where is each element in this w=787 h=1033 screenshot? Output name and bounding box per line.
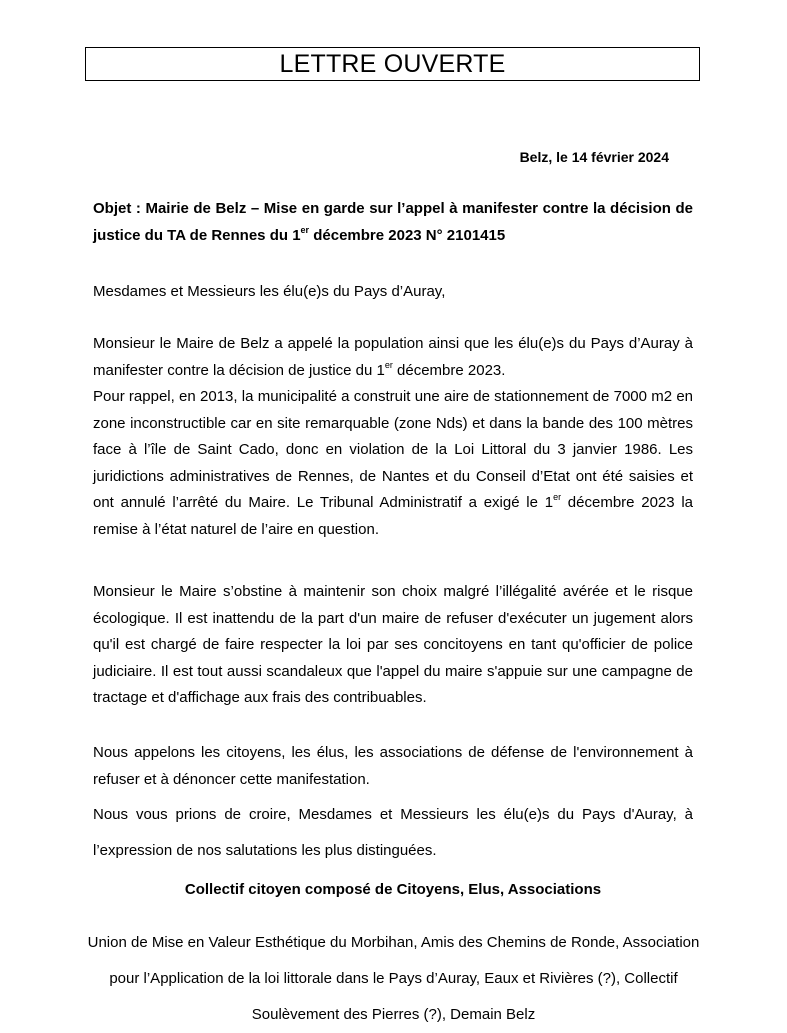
paragraph-1-part-c: Pour rappel, en 2013, la municipalité a construit une aire de stationnement de 7000 m2 en zone inconstructible car en site remarquable (zone Nds) et dans la bande des 100 mètres face à l’île de Saint Cado, donc en violation de la Loi Littoral du 3 janvier 1986. Les juridictions administratives de Rennes, de Nantes et du Conseil d’Etat ont été saisies et ont annulé l’arrêté du Maire. Le Tribunal Administratif a exigé le 1 (93, 388, 693, 511)
paragraph-1-part-b: décembre 2023. (392, 361, 506, 379)
paragraph-3: Nous appelons les citoyens, les élus, les associations de défense de l'environnement à refuser et à dénoncer cette manifestation. (93, 744, 693, 788)
letter-greeting: Mesdames et Messieurs les élu(e)s du Pays d’Auray, (93, 283, 446, 300)
signature: Collectif citoyen composé de Citoyens, Elus, Associations (184, 881, 602, 898)
object-superscript: er (300, 224, 310, 235)
paragraph-1-part-d: décembre 2023 la remise à l’état naturel de l’aire en question. (93, 494, 694, 538)
paragraph-4: Nous vous prions de croire, Mesdames et Messieurs les élu(e)s du Pays d'Auray, à l’expression de nos salutations les plus distinguées. (93, 806, 693, 859)
collective-members: Union de Mise en Valeur Esthétique du Morbihan, Amis des Chemins de Ronde, Association pour l’Application de la loi littorale dans le Pays d’Auray, Eaux et Rivières (?), Collectif Soulèvement des Pierres (?), Demain Belz (87, 934, 700, 1023)
paragraph-1 (93, 331, 693, 543)
paragraph-2: Monsieur le Maire s’obstine à maintenir son choix malgré l’illégalité avérée et le risque écologique. Il est inattendu de la part d'un maire de refuser d'exécuter un jugement alors qu'il est chargé de faire respecter la loi par ses concitoyens en tant qu'officier de police judiciaire. Il est tout aussi scandaleux que l'appel du maire s'appuie sur une campagne de tractage et d'affichage aux frais des contribuables. (93, 583, 693, 706)
object-prefix: Objet : Mairie de Belz – Mise en garde sur l’appel à manifester contre la décision de justice du TA de Rennes du 1 (93, 200, 693, 244)
letter-object (93, 196, 693, 249)
object-suffix: décembre 2023 N° 2101415 (309, 226, 506, 244)
letter-title: LETTRE OUVERTE (85, 47, 700, 81)
letter-date: Belz, le 14 février 2024 (519, 149, 669, 165)
paragraph-1-superscript-c: er (553, 492, 562, 502)
paragraph-1-part-a: Monsieur le Maire de Belz a appelé la population ainsi que les élu(e)s du Pays d’Auray à manifester contre la décision de justice du 1 (93, 335, 693, 379)
paragraph-1-superscript-a: er (384, 359, 393, 370)
